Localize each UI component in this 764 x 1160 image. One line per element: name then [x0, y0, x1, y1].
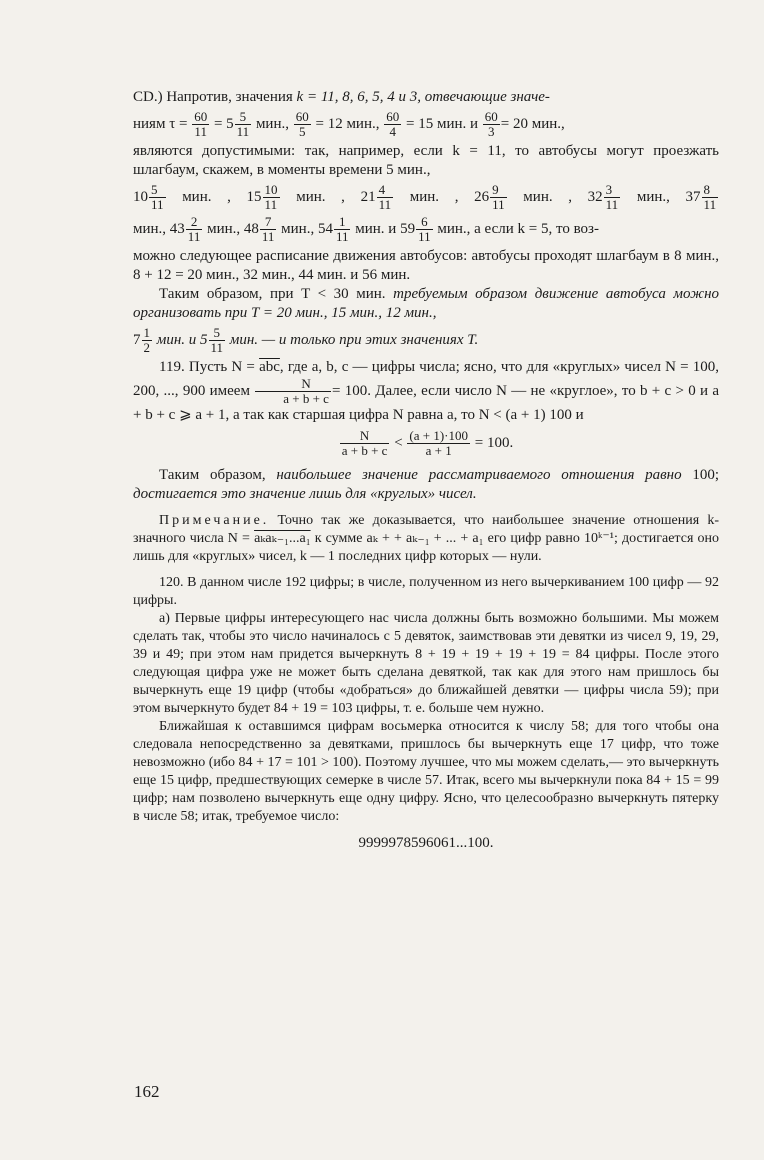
problem-119: 119. Пусть $N = \overline{abc}$, где a, b, c — цифры числа; ясно, что для «круглых» чисел N = 100, 200, ..., 900 имеем $\frac{N}{a + b + c}$ = 100. Далее, если число N — не «круглое», то b + c > 0 и a + b + c ⩾ a + 1, а так как старшая цифра N равна a, то N < (a + 1) 100 и	[133, 359, 720, 423]
mixed-number: 48 $\frac{7}{11}$ мин.,	[243, 214, 315, 244]
times-line	[133, 215, 719, 244]
paragraph-conclusion: Таким образом, наибольшее значение рассматриваемого отношения равно 100; достигается это значение лишь для «круглых» чисел.	[133, 467, 720, 502]
display-inequality: $\frac{N}{a + b + c}$ < $\frac{(a + 1)\cdot 100}{a + 1}$ = 100.	[341, 428, 514, 458]
text-span: CD.) Напротив, значения	[133, 89, 293, 105]
mixed-number: 21 $\frac{4}{11}$ мин. ,	[360, 182, 459, 212]
text-column	[133, 88, 719, 853]
text-span: = 5	[213, 115, 234, 132]
mixed-number: 15 $\frac{10}{11}$ мин. ,	[246, 182, 345, 212]
mixed-number: 26 $\frac{9}{11}$ мин. ,	[474, 182, 572, 212]
fraction: $\frac{N}{a + b + c}$	[255, 377, 331, 406]
text-span: Таким образом, при T < 30 мин.	[159, 286, 386, 302]
overlined-number: $\overline{abc}$	[259, 359, 280, 375]
tau-values-line	[133, 110, 719, 139]
problem-number: 119.	[159, 359, 185, 375]
conclusion-tail: 7 $\frac{1}{2}$ мин. и 5 $\frac{5}{11}$ мин. — и только при этих значениях T.	[133, 325, 479, 355]
fraction: $\frac{5}{11}$	[210, 325, 224, 355]
note-heading: Примечание.	[159, 513, 270, 528]
mixed-number: 32 $\frac{3}{11}$ мин.,	[587, 182, 670, 212]
mixed-number: 10 $\frac{5}{11}$ мин. ,	[133, 182, 231, 212]
result-number: 9999978596061...100.	[358, 835, 494, 851]
paragraph-text: являются допустимыми: так, например, если k = 11, то автобусы могут проезжать шлагбаум, скажем, в моменты времени 5 мин.,	[133, 143, 719, 178]
paragraph-text: можно следующее расписание движения автобусов: автобусы проходят шлагбаум в 8 мин., 8 + 12 = 20 мин., 32 мин., 44 мин. и 56 мин.	[133, 248, 719, 283]
paragraph-conclusion	[133, 285, 719, 323]
times-line	[133, 183, 719, 212]
paragraph-continuation	[133, 88, 719, 107]
overlined-number: aₖaₖ₋₁...a₁	[254, 531, 311, 546]
text-span: мин. — и только при этих значениях T.	[229, 331, 479, 348]
fraction: $\frac{60}{11}$	[194, 109, 208, 139]
fraction: $\frac{(a + 1)\cdot 100}{a + 1}$	[409, 428, 469, 458]
mixed-number: 37 $\frac{8}{11}$	[685, 182, 717, 212]
text-span: = 15 мин. и	[406, 115, 479, 132]
fraction: $\frac{N}{a + b + c}$	[341, 428, 388, 458]
mixed-number: 54 $\frac{1}{11}$ мин. и	[317, 214, 397, 244]
fraction: $\frac{60}{4}$	[386, 109, 400, 139]
fraction: $\frac{60}{5}$	[295, 109, 309, 139]
note-paragraph: Примечание. Точно так же доказывается, что наибольшее значение отношения k-значного числа N = aₖaₖ₋₁...a₁ к сумме aₖ + + aₖ₋₁ + ... + a₁ его цифр равно 10ᵏ⁻¹; достигается оно лишь для «круглых» чисел, k — 1 последних цифр которых — нули.	[133, 513, 719, 564]
text-span: k = 11, 8, 6, 5, 4 и 3, отвечающие значе-	[296, 89, 550, 105]
text-span: ниям τ =	[133, 115, 188, 132]
fraction: $\frac{1}{2}$	[143, 325, 150, 355]
paragraph-text: Ближайшая к оставшимся цифрам восьмерка относится к числу 58; для того чтобы она следовала непосредственно за девятками, пришлось бы вычеркнуть еще 17 цифр, что тоже невозможно (ибо 84 + 17 = 101 > 100). Поэтому лучшее, что мы можем сделать,— это вычеркнуть еще 15 цифр, предшествующих семерке в числе 57. Итак, всего мы вычеркнули пока 84 + 15 = 99 цифр; нам позволено вычеркнуть еще одну цифру. Ясно, что целесообразно вычеркнуть пятерку в числе 58; итак, требуемое число:	[133, 719, 719, 824]
paragraph-text: а) Первые цифры интересующего нас числа должны быть возможно большими. Мы можем сделать так, чтобы это число начиналось с 5 девяток, заимствовав эти девятки из чисел 9, 19, 29, 39 и 49; при этом нам придется вычеркнуть 8 + 19 + 19 + 19 + 19 = 84 цифры. После этого следующая цифра уже не может быть сделана девяткой, так как для этого нам пришлось бы вычеркнуть еще 19 цифр (чтобы «добраться» до ближайшей девятки — цифры числа 59); при этом вычеркнуто будет 84 + 19 = 103 цифры, т. е. больше чем нужно.	[133, 611, 719, 716]
text-span: мин.,	[255, 115, 289, 132]
fraction: $\frac{5}{11}$	[236, 109, 250, 139]
page-number: 162	[134, 1082, 160, 1101]
fraction: $\frac{60}{3}$	[484, 109, 498, 139]
text-span: = 12 мин.,	[315, 115, 380, 132]
mixed-number: 43 $\frac{2}{11}$ мин.,	[169, 214, 241, 244]
problem-120: 120. В данном числе 192 цифры; в числе, полученном из него вычеркиванием 100 цифр — 92 цифры.	[133, 575, 719, 608]
text-span: мин.,	[133, 220, 167, 237]
mixed-number: 59 $\frac{6}{11}$ мин., а если k = 5, то воз-	[400, 214, 599, 244]
text-span: мин. и 5	[156, 331, 208, 348]
text-span: = 20 мин.,	[500, 115, 565, 132]
text-span: требуемым образом движение автобуса можно организовать при T = 20 мин., 15 мин., 12 мин.,	[133, 286, 720, 321]
